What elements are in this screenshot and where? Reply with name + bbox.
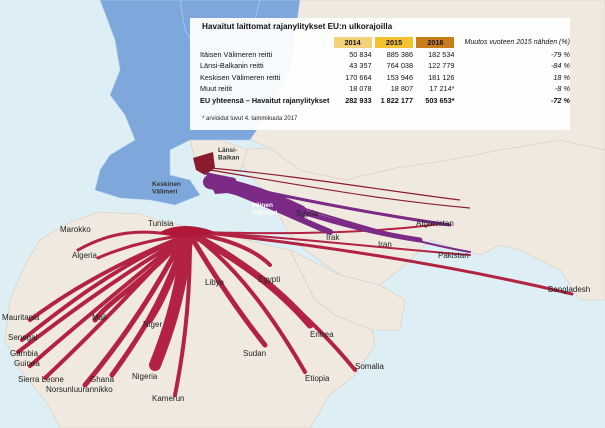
country-label: Irak — [326, 233, 340, 242]
country-label: Sudan — [243, 349, 267, 358]
cell-change: -79 % — [550, 49, 570, 59]
total-route: EU yhteensä – Havaitut rajanylitykset — [200, 95, 330, 105]
cell-change: -8 % — [554, 84, 570, 94]
cell-y2014: 43 357 — [349, 61, 372, 71]
total-y2016: 503 653* — [425, 95, 455, 105]
country-label: Guinea — [14, 359, 40, 368]
cell-y2016: 182 534 — [428, 49, 455, 59]
country-label: Bangladesh — [548, 285, 591, 294]
cell-y2016: 122 779 — [428, 61, 455, 71]
country-label: Mali — [92, 313, 107, 322]
country-label: Egypti — [258, 275, 281, 284]
stats-table — [200, 37, 570, 106]
country-label: Nigeria — [132, 372, 158, 381]
cell-route: Keskisen Välimeren reitti — [200, 72, 281, 82]
stats-row — [200, 49, 570, 61]
country-label: Sierra Leone — [18, 375, 64, 384]
cell-y2015: 18 807 — [390, 84, 414, 94]
country-label: Norsunluurannikko — [46, 385, 113, 394]
cell-y2014: 170 664 — [345, 72, 372, 82]
country-label: Senegal — [8, 333, 38, 342]
country-label: Libya — [205, 278, 225, 287]
country-label: Etiopia — [305, 374, 330, 383]
country-label: Syyria — [296, 209, 319, 218]
cell-y2016: 181 126 — [428, 72, 455, 82]
stats-total-row — [200, 95, 570, 107]
country-label: Algeria — [72, 251, 97, 260]
cell-y2015: 153 946 — [386, 72, 414, 82]
change-header: Muutos vuoteen 2015 nähden (%) — [464, 38, 570, 46]
cell-route: Itäisen Välimeren reitti — [200, 49, 273, 59]
label-eastern-med: Itäinen Välimeri — [252, 202, 278, 217]
year-2015: 2015 — [375, 37, 413, 48]
total-y2015: 1 822 177 — [380, 95, 414, 105]
cell-route: Muut reitit — [200, 84, 233, 94]
cell-change: -84 % — [550, 61, 570, 71]
country-label: Tunisia — [148, 219, 174, 228]
country-label: Eritrea — [310, 330, 334, 339]
cell-y2014: 18 078 — [349, 84, 372, 94]
year-2016: 2016 — [416, 37, 454, 48]
stats-panel — [190, 18, 570, 130]
country-label: Gambia — [10, 349, 39, 358]
country-label: Mauritania — [2, 313, 40, 322]
cell-route: Länsi-Balkanin reitti — [200, 61, 264, 71]
country-label: Iran — [378, 240, 392, 249]
country-label: Pakistan — [438, 251, 469, 260]
country-label: Ghana — [90, 375, 115, 384]
footnote: * arvioidut luvut 4. tammikuuta 2017 — [202, 116, 298, 122]
cell-y2014: 50 834 — [349, 49, 372, 59]
country-label: Kamerun — [152, 394, 185, 403]
stats-body — [200, 49, 570, 107]
total-change: -72 % — [550, 95, 570, 105]
country-label: Niger — [143, 320, 163, 329]
stats-header-row — [200, 37, 570, 49]
cell-y2015: 885 386 — [386, 49, 414, 59]
label-western-balkan: Länsi-Balkan — [218, 147, 240, 162]
stats-row — [200, 83, 570, 95]
country-label: Marokko — [60, 225, 91, 234]
country-label: Somalia — [355, 362, 384, 371]
stats-row — [200, 72, 570, 84]
panel-title: Havaitut laittomat rajanylitykset EU:n ulkorajoilla — [202, 22, 393, 31]
country-label: Afganistan — [416, 219, 454, 228]
total-y2014: 282 933 — [345, 95, 372, 105]
cell-y2016: 17 214* — [429, 84, 455, 94]
stats-row — [200, 60, 570, 72]
year-2014: 2014 — [334, 37, 372, 48]
cell-y2015: 764 038 — [386, 61, 414, 71]
cell-change: 18 % — [553, 72, 570, 82]
label-central-med: Keskinen Välimeri — [152, 181, 181, 196]
